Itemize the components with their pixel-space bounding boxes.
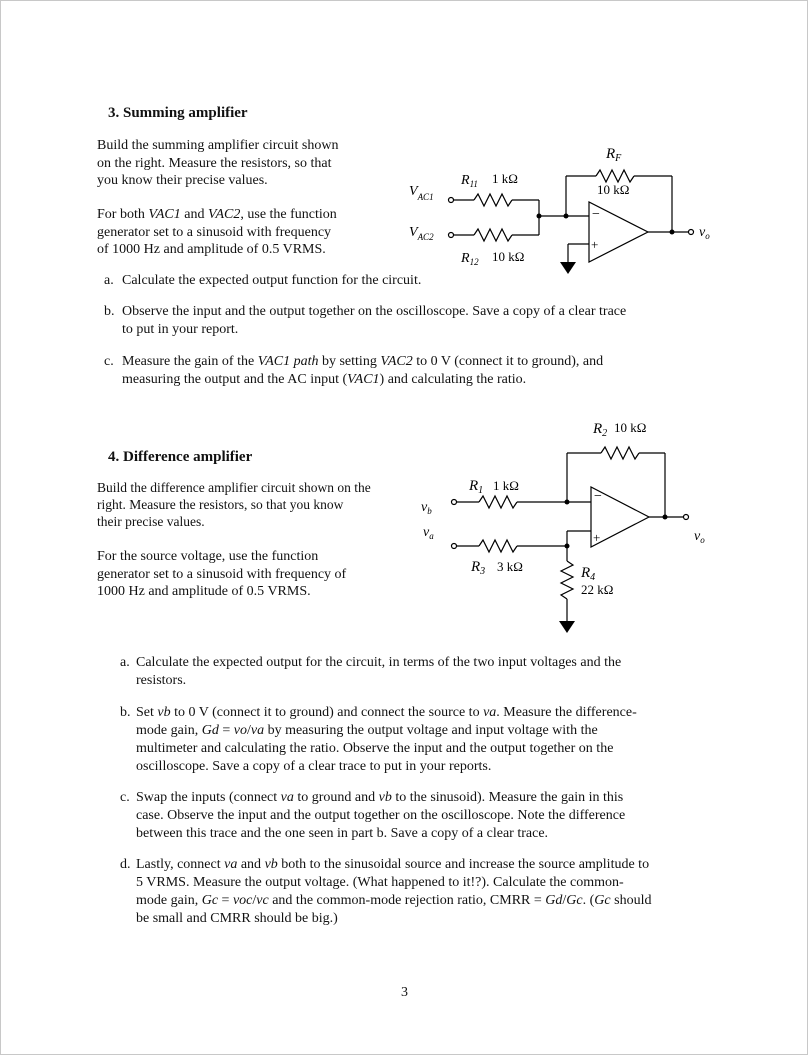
text-run: to 0 V (connect it to ground) and connect the source to — [170, 705, 484, 720]
source-line — [97, 583, 346, 601]
junction-dot — [670, 230, 675, 235]
text-run: = — [218, 893, 233, 908]
text-run: . Measure the output voltage. (What happened to it!?). Calculate the common- — [185, 875, 624, 890]
junction-dot — [565, 544, 570, 549]
op-amp-minus: − — [592, 207, 600, 222]
list-item — [120, 704, 720, 776]
text-run: , use the function — [240, 207, 337, 222]
list-item — [120, 789, 720, 843]
item-marker: b. — [120, 705, 131, 720]
variable-gc: Gc — [566, 893, 583, 908]
resistor-r3 — [479, 540, 517, 552]
r11-value: 1 kΩ — [492, 171, 518, 186]
item-text: between this trace and the one seen in part b. Save a copy of a clear trace. — [136, 826, 549, 841]
variable-gd: Gd — [201, 723, 219, 738]
r11-label: $R_{11}$ — [461, 173, 478, 189]
output-terminal — [684, 515, 689, 520]
source-line — [97, 241, 337, 259]
vac2-terminal — [449, 233, 454, 238]
intro-line: you know their precise values. — [97, 173, 268, 188]
variable-vac2: VAC2 — [380, 354, 413, 369]
list-item — [120, 856, 720, 928]
text-run: Lastly, connect — [136, 857, 225, 872]
item-text: multimeter and calculating the ratio. Observe the input and the output together on the — [136, 741, 614, 756]
text-run: / — [246, 723, 251, 738]
item-text: resistors. — [136, 673, 187, 688]
r2-label: $R_2$ — [593, 421, 608, 439]
text-run: Swap the inputs (connect — [136, 790, 281, 805]
item-text: case. Observe the input and the output together on the oscilloscope. Note the difference — [136, 808, 626, 823]
text-run: Measure the gain of the — [122, 354, 258, 369]
resistor-r2 — [601, 447, 639, 459]
r4-label: $R_4$ — [581, 565, 596, 583]
text-run: by setting — [318, 354, 381, 369]
text-run: to the sinusoid). Measure the gain in this — [391, 790, 624, 805]
item-marker: c. — [120, 790, 130, 805]
intro-line: their precise values. — [97, 514, 205, 529]
variable-vac1: VAC1 — [148, 207, 181, 222]
section-3-heading: 3. Summing amplifier — [108, 105, 248, 121]
text-run: 5 — [136, 875, 147, 890]
vrms-unit: VRMS — [146, 875, 186, 890]
text-run: . ( — [582, 893, 595, 908]
text-run: path — [290, 354, 319, 369]
vac1-terminal — [449, 198, 454, 203]
variable-gc: Gc — [594, 893, 611, 908]
resistor-r4 — [561, 561, 573, 599]
section-3-source-paragraph — [97, 206, 337, 259]
text-run: and the common-mode rejection ratio, CMRR = — [268, 893, 546, 908]
variable-vc: vc — [256, 893, 269, 908]
variable-vac2: VAC2 — [207, 207, 241, 222]
variable-vac1: VAC1 — [347, 372, 380, 387]
junction-dot — [663, 515, 668, 520]
list-item — [104, 272, 724, 290]
op-amp-minus: − — [594, 489, 602, 504]
item-text — [122, 353, 724, 371]
text-run: mode gain, — [136, 723, 202, 738]
vo-label: $v_o$ — [694, 529, 705, 545]
variable-va: va — [483, 705, 497, 720]
section-4-source-paragraph — [97, 548, 346, 601]
section-4-heading: 4. Difference amplifier — [108, 449, 253, 465]
summing-amplifier-schematic — [396, 136, 726, 286]
variable-gd: Gd — [545, 893, 563, 908]
source-line — [97, 206, 337, 224]
item-text: Observe the input and the output together on the oscilloscope. Save a copy of a clear trace — [122, 304, 627, 319]
intro-line: right. Measure the resistors, so that you know — [97, 497, 344, 512]
item-text — [136, 789, 720, 807]
vrms-unit: VRMS — [267, 584, 308, 599]
text-run: by measuring the output voltage and input voltage with the — [264, 723, 598, 738]
item-marker: c. — [104, 354, 114, 369]
item-text: be small and CMRR should be big.) — [136, 911, 338, 926]
variable-gc: Gc — [201, 893, 219, 908]
vb-terminal — [452, 500, 457, 505]
text-run: and — [237, 857, 265, 872]
vo-label: $v_o$ — [699, 225, 710, 241]
r3-label: $R_3$ — [471, 559, 486, 577]
list-item — [120, 654, 720, 690]
variable-vac1: VAC1 — [257, 354, 291, 369]
text-run: of 1000 Hz and amplitude of 0.5 — [97, 242, 283, 257]
text-run: / — [562, 893, 567, 908]
variable-vb: vb — [157, 705, 171, 720]
intro-line: Build the summing amplifier circuit shown — [97, 138, 339, 153]
difference-amplifier-schematic — [411, 411, 731, 641]
text-run: Set — [136, 705, 158, 720]
text-run: . — [322, 242, 326, 257]
r3-value: 3 kΩ — [497, 559, 523, 574]
text-run: mode gain, — [136, 893, 202, 908]
vrms-unit: VRMS — [282, 242, 323, 257]
section-4-intro — [97, 479, 371, 530]
variable-va: va — [280, 790, 294, 805]
op-amp-plus: + — [593, 530, 601, 545]
text-run: to ground and — [293, 790, 379, 805]
va-terminal — [452, 544, 457, 549]
resistor-r1 — [479, 496, 517, 508]
r12-label: $R_{12}$ — [461, 251, 479, 267]
r1-label: $R_1$ — [469, 478, 484, 496]
intro-line: on the right. Measure the resistors, so that — [97, 155, 332, 171]
r2-value: 10 kΩ — [614, 420, 647, 435]
output-terminal — [689, 230, 694, 235]
text-run: should — [610, 893, 652, 908]
text-run: . Measure the difference- — [496, 705, 637, 720]
text-run: both to the sinusoidal source and increase the source amplitude to — [277, 857, 650, 872]
item-text — [136, 856, 720, 874]
item-text — [136, 874, 720, 892]
r12-value: 10 kΩ — [492, 249, 525, 264]
item-text — [136, 722, 720, 740]
variable-vo: vo — [233, 723, 247, 738]
page-number: 3 — [401, 985, 408, 1000]
source-line: generator set to a sinusoid with frequency of — [97, 566, 347, 582]
text-run: and — [180, 207, 208, 222]
list-item — [104, 303, 724, 339]
va-label: $v_a$ — [423, 525, 434, 541]
item-text — [136, 892, 720, 910]
variable-vb: vb — [264, 857, 278, 872]
text-run: ) and calculating the ratio. — [379, 372, 527, 387]
text-run: . — [307, 584, 311, 599]
resistor-rf — [596, 170, 634, 182]
op-amp-plus: + — [591, 237, 599, 252]
r4-value: 22 kΩ — [581, 582, 614, 597]
ground-symbol — [559, 621, 575, 633]
text-run: For both — [97, 207, 149, 222]
list-item — [104, 353, 724, 389]
item-marker: a. — [120, 655, 130, 670]
vac1-label: $V_{AC1}$ — [409, 184, 434, 202]
variable-va: va — [224, 857, 238, 872]
source-line: generator set to a sinusoid with frequency — [97, 224, 332, 240]
junction-dot — [564, 214, 569, 219]
item-marker: b. — [104, 304, 115, 319]
variable-voc: voc — [232, 893, 253, 908]
r1-value: 1 kΩ — [493, 478, 519, 493]
variable-va: va — [250, 723, 265, 738]
resistor-r12 — [474, 229, 512, 241]
item-text — [122, 371, 724, 389]
vac2-label: $V_{AC2}$ — [409, 225, 434, 242]
text-run: = — [218, 723, 234, 738]
text-run: measuring the output and the AC input ( — [122, 372, 348, 387]
text-run: 1000 Hz and amplitude of 0.5 — [97, 584, 268, 599]
section-3-intro — [97, 137, 338, 190]
rf-value: 10 kΩ — [597, 182, 630, 197]
source-line: For the source voltage, use the function — [97, 549, 319, 564]
item-text — [136, 704, 720, 722]
vb-label: $v_b$ — [421, 500, 432, 516]
item-text: to put in your report. — [122, 322, 239, 337]
item-marker: d. — [120, 857, 131, 872]
variable-vb: vb — [378, 790, 392, 805]
item-text: oscilloscope. Save a copy of a clear trace to put in your reports. — [136, 759, 492, 774]
resistor-r11 — [474, 194, 512, 206]
junction-dot — [537, 214, 542, 219]
item-marker: a. — [104, 273, 114, 288]
rf-label: $R_F$ — [606, 146, 622, 164]
text-run: to 0 V (connect it to ground), and — [412, 354, 604, 369]
item-text: Calculate the expected output for the circuit, in terms of the two input voltages and the — [136, 655, 622, 670]
text-run: / — [252, 893, 257, 908]
junction-dot — [565, 500, 570, 505]
item-text: Calculate the expected output function for the circuit. — [122, 273, 422, 288]
intro-line: Build the difference amplifier circuit shown on the — [97, 480, 371, 495]
